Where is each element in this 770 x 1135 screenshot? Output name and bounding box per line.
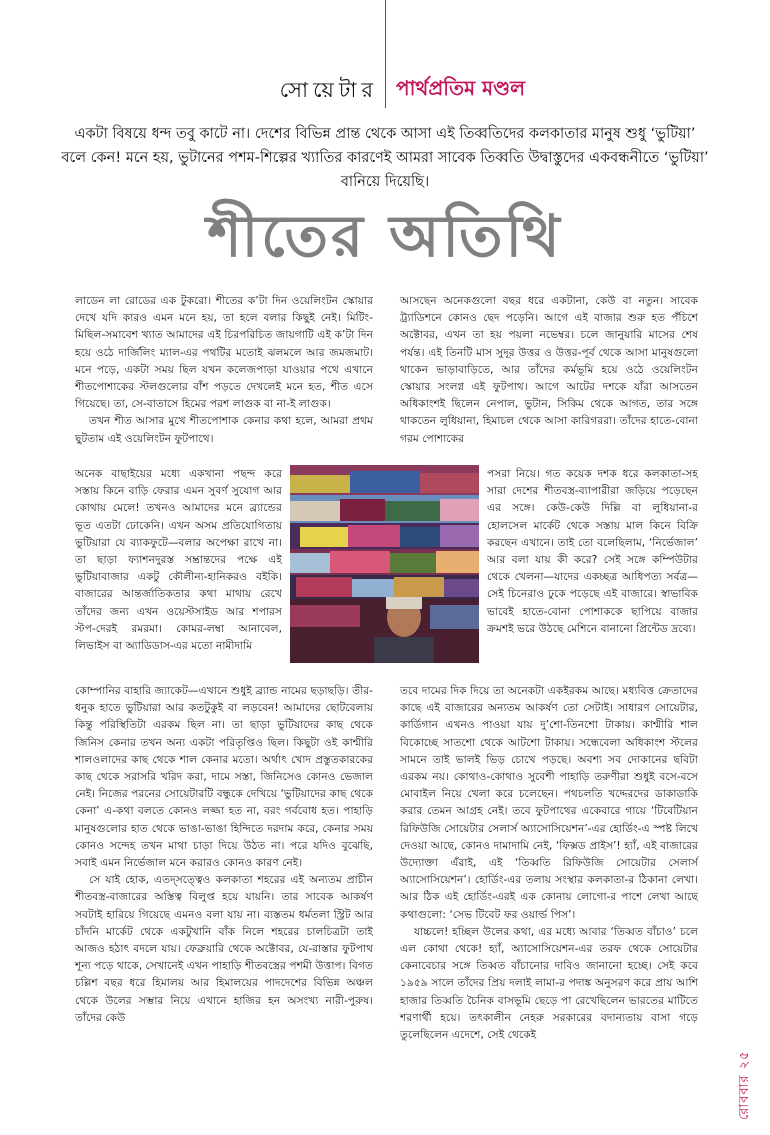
vendor-figure	[368, 593, 440, 663]
column-right-bottom	[400, 682, 698, 1043]
paragraph: যাচ্চলে! হচ্ছিল উলের কথা, এর মধ্যে আবার ‘তিব্বত বাঁচাও’ চলে এল কোথা থেকে! হ্যাঁ, অ্যাসোসিয়েশন-এর তরফ থেকে সোয়েটার কেনাবেচার সঙ্গে তিব্বত বাঁচানোর দাবিও জানানো হচ্ছে। সেই কবে ১৯৫৯ সালে তাঁদের প্রিয় দলাই লামা-র পদাঙ্ক অনুসরণ করে প্রায় আশি হাজার তিব্বতি চৈনিক বাসভূমি ছেড়ে পা রেখেছিলেন ভারতের মাটিতে শরণার্থী হয়ে। তৎকালীন নেহরু সরকারের বদান্যতায় বাসা গড়ে তুলেছিলেন এদেশে, সেই থেকেই	[400, 924, 698, 1042]
column-right-wrap	[487, 465, 698, 637]
paragraph: পসরা নিয়ে। গত কয়েক দশক ধরে কলকাতা-সহ সারা দেশের শীতবস্ত্র-ব্যাপারীরা জড়িয়ে পড়েছেন এর সঙ্গে। কেউ-কেউ দিল্লি বা লুধিয়ানা-র হোলসেল মার্কেট থেকে সস্তায় মাল কিনে বিক্রি করছেন এখানে। তাই তো বলেছিলাম, ‘নির্ভেজাল’ আর বলা যায় কী করে? সেই সঙ্গে কম্পিউটার থেকে খেলনা—যাদের একচ্ছত্র আধিপত্য সর্বত্র—সেই চিনেরাও ঢুকে পড়েছে এই বাজারে। স্বাভাবিক ভাবেই হাতে-বোনা পোশাককে ছাপিয়ে বাজার ক্রমশই ভরে উঠছে মেশিনে বানানো প্রিন্টেড দ্রব্যে।	[487, 467, 698, 635]
column-left-top	[75, 292, 373, 447]
article-title: শীতের অতিথি	[207, 202, 563, 270]
article-deck: একটা বিষয়ে ধন্দ তবু কাটে না। দেশের বিভিন্ন প্রান্ত থেকে আসা এই তিব্বতিদের কলকাতার মানুষ শুধু ‘ভুটিয়া’ বলে কেন! মনে হয়, ভুটানের পশম-শিল্পের খ্যাতির কারণেই আমরা সাবেক তিব্বতি উদ্বাস্তুদের একবন্ধনীতে ‘ভুটিয়া’ বানিয়ে দিয়েছি।	[61, 126, 709, 190]
paragraph: কোম্পানির বাহারি জ্যাকেট—এখানে শুধুই ব্র্যান্ড নামের ছড়াছড়ি। তীর-ধনুক হাতে ভুটিয়ারা আর কতটুকুই বা লড়বেন! আমাদের ছোটবেলায় কিন্তু পরিস্থিতিটা এরকম ছিল না। তা ছাড়া ভুটিয়াদের কাছ থেকে জিনিস কেনার তখন অন্য একটা পরিতৃপ্তিও ছিল। কিছুটা ওই কাশ্মীরি শালওলাদের কাছ থেকে শাল কেনার মতো। অর্থাৎ খোদ প্রস্তুতকারকের কাছ থেকে সরাসরি খরিদ করা, দামে সস্তা, জিনিসেও কোনও ভেজাল নেই। নিজের পরনের সোয়েটারটি বন্ধুকে দেখিয়ে ‘ভুটিয়াদের কাছ থেকে কেনা’ এ-কথা বলতে কোনও লজ্জা হত না, বরং গর্ববোধ হত। পাহাড়ি মানুষগুলোর হাত থেকে ভাঙা-ভাঙা হিন্দিতে দরদাম করে, কেনার সময় কোনও সন্দেহ তখন মাথা চাড়া দিয়ে উঠত না। পরে যদিও বুঝেছি, সবাই এমন নির্ভেজাল মনে করারও কোনও কারণ নেই।	[75, 684, 373, 870]
page-footer: রোববার ২৫	[737, 1050, 752, 1120]
section-label: সোয়েটার	[279, 78, 378, 102]
paragraph: তবে দামের দিক দিয়ে তা অনেকটা একইরকম আছে। মধ্যবিত্ত ক্রেতাদের কাছে এই বাজারের অন্যতম আকর্ষণ তো সেটাই। সাধারণ সোয়েটার, কার্ডিগান এখনও পাওয়া যায় দু’শো-তিনশো টাকায়। কাশ্মীরি শাল বিকোচ্ছে সাতশো থেকে আটশো টাকায়। সন্ধেবেলা অধিকাংশ স্টলের সামনে তাই ভালই ভিড় চোখে পড়ছে। অবশ্য সব দোকানের ছবিটা এরকম নয়। কোথাও-কোথাও সুবেশী পাহাড়ি তরুণীরা শুধুই বসে-বসে মোবাইল নিয়ে খেলা করে চলেছেন। পথচলতি খদ্দেরদের ডাকাডাকি করার তেমন আগ্রহ নেই। তবে ফুটপাথের একেবারে গায়ে ‘টিবেটিয়ান রিফিউজি সোয়েটার সেলার্স অ্যাসোসিয়েশন’-এর হোর্ডিং-এ স্পষ্ট লিখে দেওয়া আছে, কোনও দামাদামি নেই, ‘ফিক্সড প্রাইস’! হ্যাঁ, এই বাজারের উদ্যোক্তা এঁরাই, এই ‘তিব্বতি রিফিউজি সোয়েটার সেলার্স অ্যাসোসিয়েশন’। হোর্ডিং-এর তলায় সংস্থার কলকাতা-র ঠিকানা লেখা। আর ঠিক এই হোর্ডিং-এরই এক কোনায় লোগো-র পাশে লেখা আছে কথাগুলো: ‘সেভ টিবেট ফর ওয়ার্ল্ড পিস’।	[400, 684, 698, 921]
paragraph: তখন শীত আসার মুখে শীতপোশাক কেনার কথা হলে, আমরা প্রথম ছুটতাম এই ওয়েলিংটন ফুটপাথে।	[75, 414, 373, 445]
header-divider	[385, 0, 386, 108]
paragraph: লাডেন লা রোডের এক টুকরো। শীতের ক’টা দিন ওয়েলিংটন স্কোয়ার দেখে যদি কারও এমন মনে হয়, তা হলে বলার কিছুই নেই। মিটিং-মিছিল-সমাবেশ খ্যাত আমাদের এই চিরপরিচিত জায়গাটি এই ক’টা দিন হয়ে ওঠে দার্জিলিং ম্যাল-এর পথটির মতোই ঝলমলে আর জমজমাট। মনে পড়ে, একটা সময় ছিল যখন কলেজপাড়া যাওয়ার পথে এখানে শীতপোশাকের স্টলগুলোর বাঁশ পড়তে দেখলেই মনে হত, শীত এসে গিয়েছে। তা, সে-বাতাসে হিমের পরশ লাগুক বা না-ই লাগুক।	[75, 294, 373, 411]
column-right-top	[400, 292, 698, 447]
article-photo	[290, 465, 479, 663]
paragraph: অনেক বাছাইয়ের মধ্যে একখানা পছন্দ করে সস্তায় কিনে বাড়ি ফেরার এমন সুবর্ণ সুযোগ আর কোথায় মেলে! তখনও আমাদের মনে ব্র্যান্ডের ভূত এতটা ঢোকেনি। এখন অসম প্রতিযোগিতায় ভুটিয়ারা যে ব্যাকফুটে—বলার অপেক্ষা রাখে না। তা ছাড়া ফ্যাশনদুরস্ত সম্ভ্রান্তদের পক্ষে এই ভুটিয়াবাজার একটু কৌলীন্য-হানিকরও বইকি। বাজারের আন্তর্জাতিকতার কথা মাথায় রেখে তাঁদের জন্য এখন ওয়েস্টসাইড আর শপারস স্টপ-দেরই রমরমা। কোমর-লম্বা আনাবেল, লিভাইস বা অ্যাডিডাস-এর মতো নামীদামি	[75, 467, 282, 653]
author-name: পার্থপ্রতিম মণ্ডল	[396, 76, 526, 100]
paragraph: সে যাই হোক, এতদ্সত্ত্বেও কলকাতা শহরের এই অন্যতম প্রাচীন শীতবস্ত্র-বাজারের অস্তিত্ব বিলুপ্ত হয়ে যায়নি। তার সাবেক আকর্ষণ সবটাই হারিয়ে গিয়েছে এমনও বলা যায় না। ব্যস্ততম ধর্মতলা স্ট্রিট আর চাঁদনি মার্কেট থেকে একটুখানি বাঁক নিলে শহরের চালচিত্রটা তাই আজও হঠাৎ বদলে যায়। ফেব্রুয়ারি থেকে অক্টোবর, যে-রাস্তার ফুটপাথ শূন্য পড়ে থাকে, সেখানেই এখন পাহাড়ি শীতবস্ত্রের পশমী উত্তাপ। বিগত চল্লিশ বছর ধরে হিমালয় আর হিমালয়ের পাদদেশের বিভিন্ন অঞ্চল থেকে উলের সম্ভার নিয়ে এখানে হাজির হন অসংখ্য নারী-পুরুষ। তাঁদের কেউ	[75, 873, 373, 1024]
paragraph: আসছেন অনেকগুলো বছর ধরে একটানা, কেউ বা নতুন। সাবেক ট্র্যাডিশনে কোনও ছেদ পড়েনি। আগে এই বাজার শুরু হত পঁচিশে অক্টোবর, এখন তা হয় পয়লা নভেম্বর। চলে জানুয়ারি মাসের শেষ পর্যন্ত। এই তিনটি মাস সুদূর উত্তর ও উত্তর-পূর্ব থেকে আসা মানুষগুলো থাকেন ভাড়াবাড়িতে, আর তাঁদের কর্মভূমি হয়ে ওঠে ওয়েলিংটন স্কোয়ার সংলগ্ন এই ফুটপাথ। আগে আটের দশকে যাঁরা আসতেন অধিকাংশই ছিলেন নেপাল, ভুটান, সিকিম থেকে আগত, তার সঙ্গে থাকতেন লুধিয়ানা, হিমাচল থেকে আসা কারিগররা। তাঁদের হাতে-বোনা গরম পোশাকের	[400, 294, 698, 445]
column-left-wrap	[75, 465, 282, 654]
column-left-bottom	[75, 682, 373, 1026]
